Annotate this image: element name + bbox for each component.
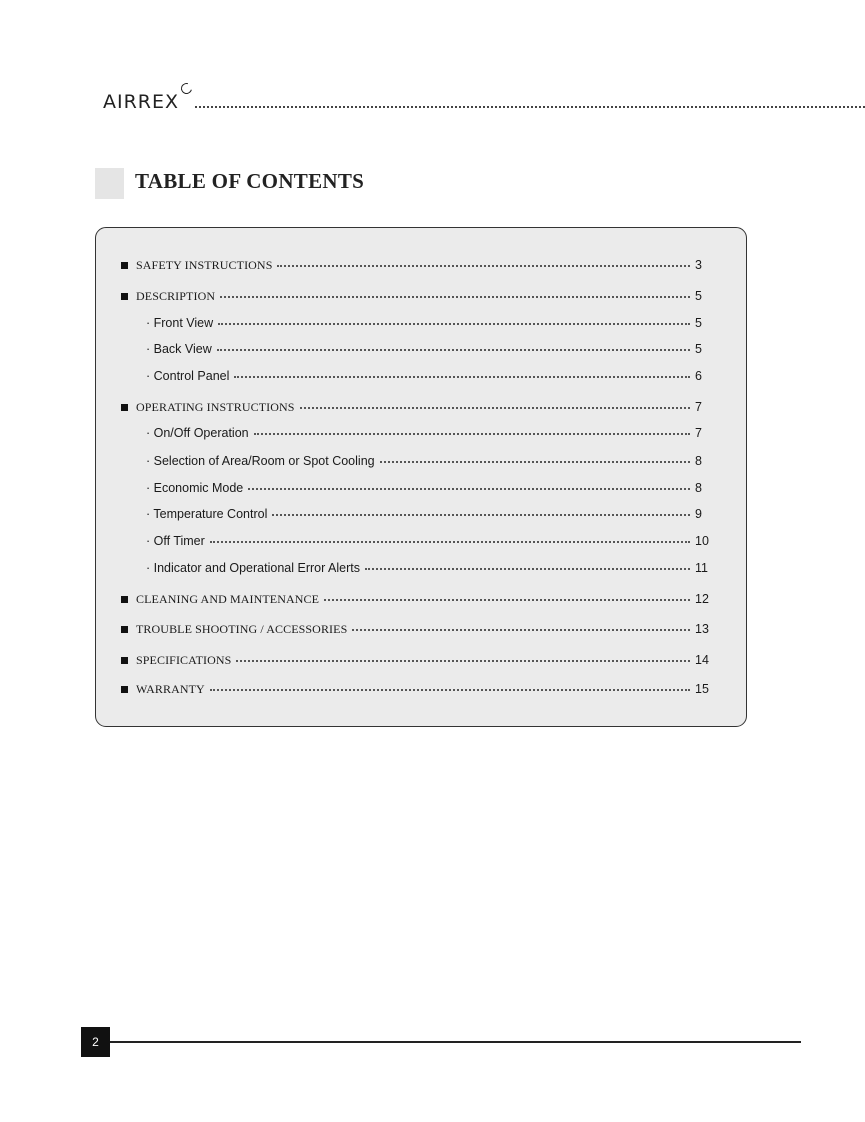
toc-entry-label: · On/Off Operation	[146, 426, 249, 440]
dot-leader	[218, 323, 690, 325]
dot-leader	[210, 541, 690, 543]
toc-entry-label: CLEANING AND MAINTENANCE	[136, 591, 320, 606]
toc-entry-page: 5	[695, 342, 702, 356]
header-dotted-rule	[195, 106, 865, 108]
toc-entry-label: · Economic Mode	[146, 481, 244, 495]
toc-entry[interactable]	[121, 287, 710, 305]
dot-leader	[236, 660, 690, 662]
toc-entry[interactable]	[121, 256, 710, 274]
toc-entry-label: · Temperature Control	[146, 507, 268, 521]
toc-entry-label: WARRANTY	[136, 681, 205, 696]
toc-entry-page: 5	[695, 316, 702, 330]
page-number: 2	[92, 1035, 99, 1049]
toc-entry-label: · Control Panel	[146, 369, 230, 383]
toc-entry-label: · Off Timer	[146, 534, 205, 548]
dot-leader	[272, 514, 690, 516]
dot-leader	[220, 296, 690, 298]
toc-entry[interactable]	[146, 532, 710, 550]
toc-entry-label: SPECIFICATIONS	[136, 652, 232, 667]
page-title: TABLE OF CONTENTS	[135, 169, 365, 193]
toc-entry-page: 8	[695, 481, 702, 495]
dot-leader	[365, 568, 690, 570]
toc-entry-label: DESCRIPTION	[136, 288, 216, 303]
toc-entry-page: 12	[695, 592, 709, 606]
toc-entry-label: OPERATING INSTRUCTIONS	[136, 399, 295, 414]
toc-entry-page: 15	[695, 682, 709, 696]
dot-leader	[352, 629, 690, 631]
toc-entry-page: 6	[695, 369, 702, 383]
dot-leader	[380, 461, 690, 463]
toc-entry[interactable]	[146, 367, 710, 385]
toc-entry-page: 13	[695, 622, 709, 636]
brand-logo	[103, 93, 193, 112]
toc-entry-label: · Indicator and Operational Error Alerts	[146, 561, 360, 575]
brand-name: AIRREX	[103, 91, 180, 113]
toc-entry[interactable]	[121, 651, 710, 669]
title-accent-block	[95, 168, 124, 199]
toc-entry[interactable]	[146, 479, 710, 497]
toc-entry-page: 11	[695, 561, 708, 575]
toc-entry-label: SAFETY INSTRUCTIONS	[136, 257, 273, 272]
dot-leader	[300, 407, 690, 409]
square-bullet-icon	[121, 262, 128, 269]
toc-entry-page: 10	[695, 534, 709, 548]
toc-entry-page: 9	[695, 507, 702, 521]
header-brand	[103, 88, 865, 112]
square-bullet-icon	[121, 626, 128, 633]
square-bullet-icon	[121, 596, 128, 603]
dot-leader	[217, 349, 690, 351]
toc-entry[interactable]	[121, 398, 710, 416]
toc-entry[interactable]	[146, 340, 710, 358]
dot-leader	[277, 265, 690, 267]
square-bullet-icon	[121, 404, 128, 411]
toc-entry-page: 7	[695, 400, 702, 414]
toc-entry-label: TROUBLE SHOOTING / ACCESSORIES	[136, 621, 348, 636]
toc-entry[interactable]	[146, 424, 710, 442]
toc-entry-page: 3	[695, 258, 702, 272]
toc-entry[interactable]	[121, 590, 710, 608]
dot-leader	[248, 488, 690, 490]
dot-leader	[210, 689, 690, 691]
dot-leader	[254, 433, 690, 435]
table-of-contents	[95, 227, 747, 727]
toc-entry-label: · Front View	[146, 316, 214, 330]
toc-entry[interactable]	[146, 505, 710, 523]
toc-entry-page: 7	[695, 426, 702, 440]
square-bullet-icon	[121, 293, 128, 300]
toc-entry[interactable]	[121, 620, 710, 638]
dot-leader	[234, 376, 690, 378]
toc-entry[interactable]	[146, 559, 710, 577]
toc-entry[interactable]	[121, 680, 710, 698]
footer-rule	[110, 1041, 801, 1043]
toc-entry-label: · Selection of Area/Room or Spot Cooling	[146, 454, 375, 468]
toc-entry-label: · Back View	[146, 342, 212, 356]
toc-entry-page: 14	[695, 653, 709, 667]
toc-entry-page: 5	[695, 289, 702, 303]
toc-entry-page: 8	[695, 454, 702, 468]
brand-ring-icon	[179, 81, 194, 96]
dot-leader	[324, 599, 690, 601]
toc-entry[interactable]	[146, 452, 710, 470]
toc-entry[interactable]	[146, 314, 710, 332]
square-bullet-icon	[121, 686, 128, 693]
page-number-badge	[81, 1027, 110, 1057]
square-bullet-icon	[121, 657, 128, 664]
